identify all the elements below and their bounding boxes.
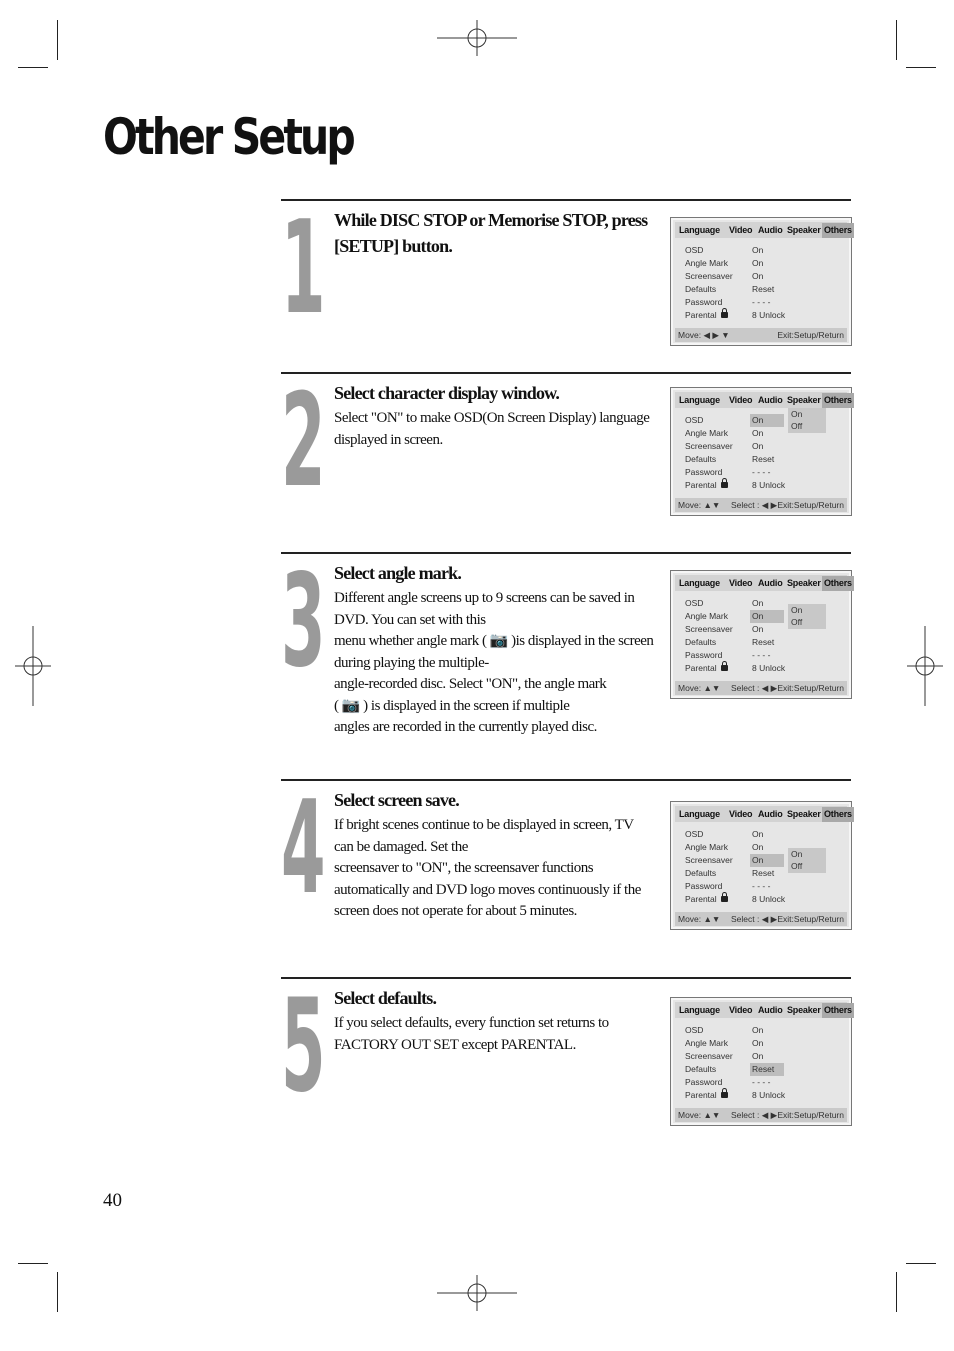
menu-row[interactable] — [685, 479, 795, 492]
row-label: Screensaver — [685, 855, 733, 865]
step-4 — [281, 774, 852, 956]
row-label: Defaults — [685, 454, 717, 464]
row-value: On — [752, 1025, 764, 1035]
tab-language[interactable]: Language — [679, 1005, 720, 1015]
row-label: Password — [685, 650, 723, 660]
row-label: Angle Mark — [685, 842, 728, 852]
row-value: On — [752, 598, 764, 608]
tab-audio[interactable]: Audio — [758, 578, 783, 588]
row-value: On — [750, 610, 784, 623]
setup-menu-screen — [670, 387, 852, 516]
row-value: 8 Unlock — [752, 310, 786, 320]
row-label: OSD — [685, 829, 704, 839]
tab-audio[interactable]: Audio — [758, 1005, 783, 1015]
step-paragraph: If you select defaults, every function set returns to FACTORY OUT SET except PARENTAL. — [334, 1015, 609, 1053]
tab-audio[interactable]: Audio — [758, 225, 783, 235]
crop-mark — [18, 1263, 48, 1264]
row-label: Parental — [685, 894, 717, 904]
menu-row[interactable] — [685, 893, 795, 906]
footer-select-hint: Select : ◀ ▶ — [731, 683, 778, 693]
menu-row[interactable] — [685, 296, 795, 309]
row-value: - - - - — [752, 467, 771, 477]
row-value: Reset — [752, 454, 775, 464]
menu-row[interactable] — [685, 1076, 795, 1089]
row-label: Parental — [685, 1090, 717, 1100]
setup-menu-screen — [670, 570, 852, 699]
footer-select-hint: Select : ◀ ▶ — [731, 914, 778, 924]
menu-row[interactable] — [685, 649, 795, 662]
tab-audio[interactable]: Audio — [758, 395, 783, 405]
menu-row[interactable] — [685, 828, 795, 841]
menu-row[interactable] — [685, 440, 795, 453]
tab-speaker[interactable]: Speaker — [787, 395, 821, 405]
menu-row[interactable] — [685, 283, 795, 296]
row-value: On — [750, 414, 784, 427]
option-popup — [788, 408, 826, 433]
menu-tabs — [675, 575, 852, 591]
step-heading: While DISC STOP or Memorise STOP, press [SETUP] button. — [334, 210, 648, 256]
menu-tabs — [675, 1002, 852, 1018]
menu-row[interactable] — [685, 623, 795, 636]
menu-footer — [675, 498, 847, 512]
row-value: On — [752, 271, 764, 281]
footer-exit-hint: Exit:Setup/Return — [777, 500, 844, 510]
row-value: On — [750, 854, 784, 867]
menu-row[interactable] — [685, 1024, 795, 1037]
tab-others[interactable]: Others — [822, 807, 854, 822]
row-label: Parental — [685, 480, 717, 490]
step-3 — [281, 547, 852, 754]
row-value: On — [752, 624, 764, 634]
footer-exit-hint: Exit:Setup/Return — [777, 914, 844, 924]
tab-video[interactable]: Video — [729, 225, 753, 235]
menu-row[interactable] — [685, 466, 795, 479]
setup-menu-screen — [670, 997, 852, 1126]
footer-move-hint: Move: ▲▼ — [678, 683, 721, 693]
row-value: Reset — [750, 1063, 784, 1076]
row-value: - - - - — [752, 297, 771, 307]
tab-speaker[interactable]: Speaker — [787, 809, 821, 819]
row-value: 8 Unlock — [752, 894, 786, 904]
tab-video[interactable]: Video — [729, 395, 753, 405]
crop-mark — [906, 67, 936, 68]
step-body — [334, 1013, 654, 1056]
menu-row[interactable] — [685, 854, 795, 867]
menu-footer — [675, 328, 847, 342]
row-value: On — [752, 1038, 764, 1048]
row-label: Password — [685, 881, 723, 891]
row-label: OSD — [685, 415, 704, 425]
menu-row[interactable] — [685, 867, 795, 880]
menu-footer — [675, 681, 847, 695]
row-value: - - - - — [752, 650, 771, 660]
row-value: 8 Unlock — [752, 1090, 786, 1100]
tab-speaker[interactable]: Speaker — [787, 578, 821, 588]
menu-row[interactable] — [685, 1089, 795, 1102]
step-number: 1 — [281, 194, 324, 343]
popup-option-off[interactable]: Off — [791, 617, 803, 627]
row-label: OSD — [685, 1025, 704, 1035]
footer-move-hint: Move: ▲▼ — [678, 500, 721, 510]
menu-row[interactable] — [685, 1037, 795, 1050]
step-text — [334, 207, 654, 261]
menu-row[interactable] — [685, 1063, 795, 1076]
row-label: Screensaver — [685, 271, 733, 281]
step-text — [334, 560, 654, 739]
crop-mark — [57, 20, 58, 60]
row-value: On — [752, 245, 764, 255]
step-2 — [281, 367, 852, 524]
row-value: On — [752, 258, 764, 268]
row-value: Reset — [752, 284, 775, 294]
row-label: Screensaver — [685, 624, 733, 634]
tab-video[interactable]: Video — [729, 1005, 753, 1015]
menu-row[interactable] — [685, 1050, 795, 1063]
tab-language[interactable]: Language — [679, 578, 720, 588]
row-label: Defaults — [685, 868, 717, 878]
step-body — [334, 408, 654, 451]
registration-mark-icon — [905, 626, 945, 706]
setup-menu-screen — [670, 801, 852, 930]
step-5 — [281, 972, 852, 1129]
row-value: On — [752, 441, 764, 451]
registration-mark-icon — [437, 18, 517, 58]
row-value: On — [752, 829, 764, 839]
crop-mark — [57, 1272, 58, 1312]
step-text — [334, 787, 654, 923]
footer-exit-hint: Exit:Setup/Return — [777, 683, 844, 693]
tab-others[interactable]: Others — [822, 393, 854, 408]
menu-row[interactable] — [685, 662, 795, 675]
option-popup — [788, 604, 826, 629]
menu-row[interactable] — [685, 597, 795, 610]
menu-row[interactable] — [685, 880, 795, 893]
popup-option-off[interactable]: Off — [791, 421, 803, 431]
row-label: Defaults — [685, 284, 717, 294]
tab-others[interactable]: Others — [822, 576, 854, 591]
step-paragraph: angle-recorded disc. Select "ON", the angle mark — [334, 676, 607, 692]
registration-mark-icon — [13, 626, 53, 706]
footer-move-hint: Move: ◀ ▶ ▼ — [678, 330, 730, 340]
row-label: Password — [685, 1077, 723, 1087]
footer-move-hint: Move: ▲▼ — [678, 914, 721, 924]
menu-tabs — [675, 806, 852, 822]
step-number: 3 — [281, 547, 324, 696]
menu-row[interactable] — [685, 453, 795, 466]
row-label: Angle Mark — [685, 428, 728, 438]
tab-language[interactable]: Language — [679, 225, 720, 235]
popup-option-on[interactable]: On — [791, 605, 803, 615]
lock-icon — [721, 1092, 728, 1098]
step-body — [334, 588, 654, 739]
row-label: Password — [685, 467, 723, 477]
row-value: Reset — [752, 637, 775, 647]
menu-tabs — [675, 392, 852, 408]
row-label: Screensaver — [685, 1051, 733, 1061]
footer-exit-hint: Exit:Setup/Return — [777, 1110, 844, 1120]
menu-row[interactable] — [685, 636, 795, 649]
step-paragraph: menu whether angle mark ( 📷 )is displayed in the screen during playing the multiple- — [334, 633, 654, 671]
lock-icon — [721, 482, 728, 488]
row-label: Angle Mark — [685, 1038, 728, 1048]
menu-footer — [675, 912, 847, 926]
step-1 — [281, 194, 852, 351]
step-text — [334, 985, 654, 1056]
setup-menu-screen — [670, 217, 852, 346]
footer-move-hint: Move: ▲▼ — [678, 1110, 721, 1120]
crop-mark — [906, 1263, 936, 1264]
step-paragraph: screensaver to "ON", the screensaver functions automatically and DVD logo moves continuously if the screen does not operate for about 5 minutes. — [334, 860, 641, 919]
registration-mark-icon — [437, 1273, 517, 1313]
tab-language[interactable]: Language — [679, 395, 720, 405]
row-label: OSD — [685, 598, 704, 608]
lock-icon — [721, 312, 728, 318]
menu-row[interactable] — [685, 270, 795, 283]
row-value: On — [752, 1051, 764, 1061]
menu-row[interactable] — [685, 309, 795, 322]
menu-row[interactable] — [685, 841, 795, 854]
tab-video[interactable]: Video — [729, 578, 753, 588]
row-value: 8 Unlock — [752, 663, 786, 673]
step-number: 4 — [281, 774, 324, 923]
step-text — [334, 380, 654, 451]
menu-row[interactable] — [685, 414, 795, 427]
crop-mark — [896, 20, 897, 60]
step-heading: Select screen save. — [334, 790, 459, 810]
row-label: Screensaver — [685, 441, 733, 451]
row-label: Password — [685, 297, 723, 307]
menu-row[interactable] — [685, 244, 795, 257]
row-label: Angle Mark — [685, 611, 728, 621]
step-heading: Select defaults. — [334, 988, 437, 1008]
step-paragraph: angles are recorded in the currently played disc. — [334, 719, 597, 735]
lock-icon — [721, 896, 728, 902]
page-number: 40 — [103, 1190, 122, 1211]
row-value: 8 Unlock — [752, 480, 786, 490]
step-body — [334, 815, 654, 923]
footer-exit-hint: Exit:Setup/Return — [777, 330, 844, 340]
tab-others[interactable]: Others — [822, 1003, 854, 1018]
row-label: OSD — [685, 245, 704, 255]
tab-video[interactable]: Video — [729, 809, 753, 819]
step-paragraph: If bright scenes continue to be displayed in screen, TV can be damaged. Set the — [334, 817, 634, 855]
step-heading: Select angle mark. — [334, 563, 462, 583]
row-label: Parental — [685, 310, 717, 320]
step-paragraph: ( 📷 ) is displayed in the screen if multiple — [334, 697, 570, 714]
tab-speaker[interactable]: Speaker — [787, 1005, 821, 1015]
tab-language[interactable]: Language — [679, 809, 720, 819]
tab-others[interactable]: Others — [822, 223, 854, 238]
lock-icon — [721, 665, 728, 671]
menu-tabs — [675, 222, 852, 238]
page-title: Other Setup — [103, 108, 353, 166]
step-number: 5 — [281, 972, 324, 1121]
popup-option-off[interactable]: Off — [791, 861, 803, 871]
row-value: - - - - — [752, 881, 771, 891]
row-value: - - - - — [752, 1077, 771, 1087]
footer-select-hint: Select : ◀ ▶ — [731, 1110, 778, 1120]
row-value: Reset — [752, 868, 775, 878]
option-popup — [788, 848, 826, 873]
step-paragraph: Select "ON" to make OSD(On Screen Display) language displayed in screen. — [334, 410, 650, 448]
tab-audio[interactable]: Audio — [758, 809, 783, 819]
popup-option-on[interactable]: On — [791, 409, 803, 419]
row-label: Angle Mark — [685, 258, 728, 268]
step-paragraph: Different angle screens up to 9 screens can be saved in DVD. You can set with this — [334, 590, 635, 628]
row-label: Defaults — [685, 637, 717, 647]
row-label: Parental — [685, 663, 717, 673]
footer-select-hint: Select : ◀ ▶ — [731, 500, 778, 510]
step-number: 2 — [281, 367, 324, 516]
menu-row[interactable] — [685, 427, 795, 440]
tab-speaker[interactable]: Speaker — [787, 225, 821, 235]
row-label: Defaults — [685, 1064, 717, 1074]
crop-mark — [896, 1272, 897, 1312]
menu-row[interactable] — [685, 610, 795, 623]
menu-footer — [675, 1108, 847, 1122]
crop-mark — [18, 67, 48, 68]
step-heading: Select character display window. — [334, 383, 560, 403]
menu-row[interactable] — [685, 257, 795, 270]
row-value: On — [752, 428, 764, 438]
row-value: On — [752, 842, 764, 852]
popup-option-on[interactable]: On — [791, 849, 803, 859]
